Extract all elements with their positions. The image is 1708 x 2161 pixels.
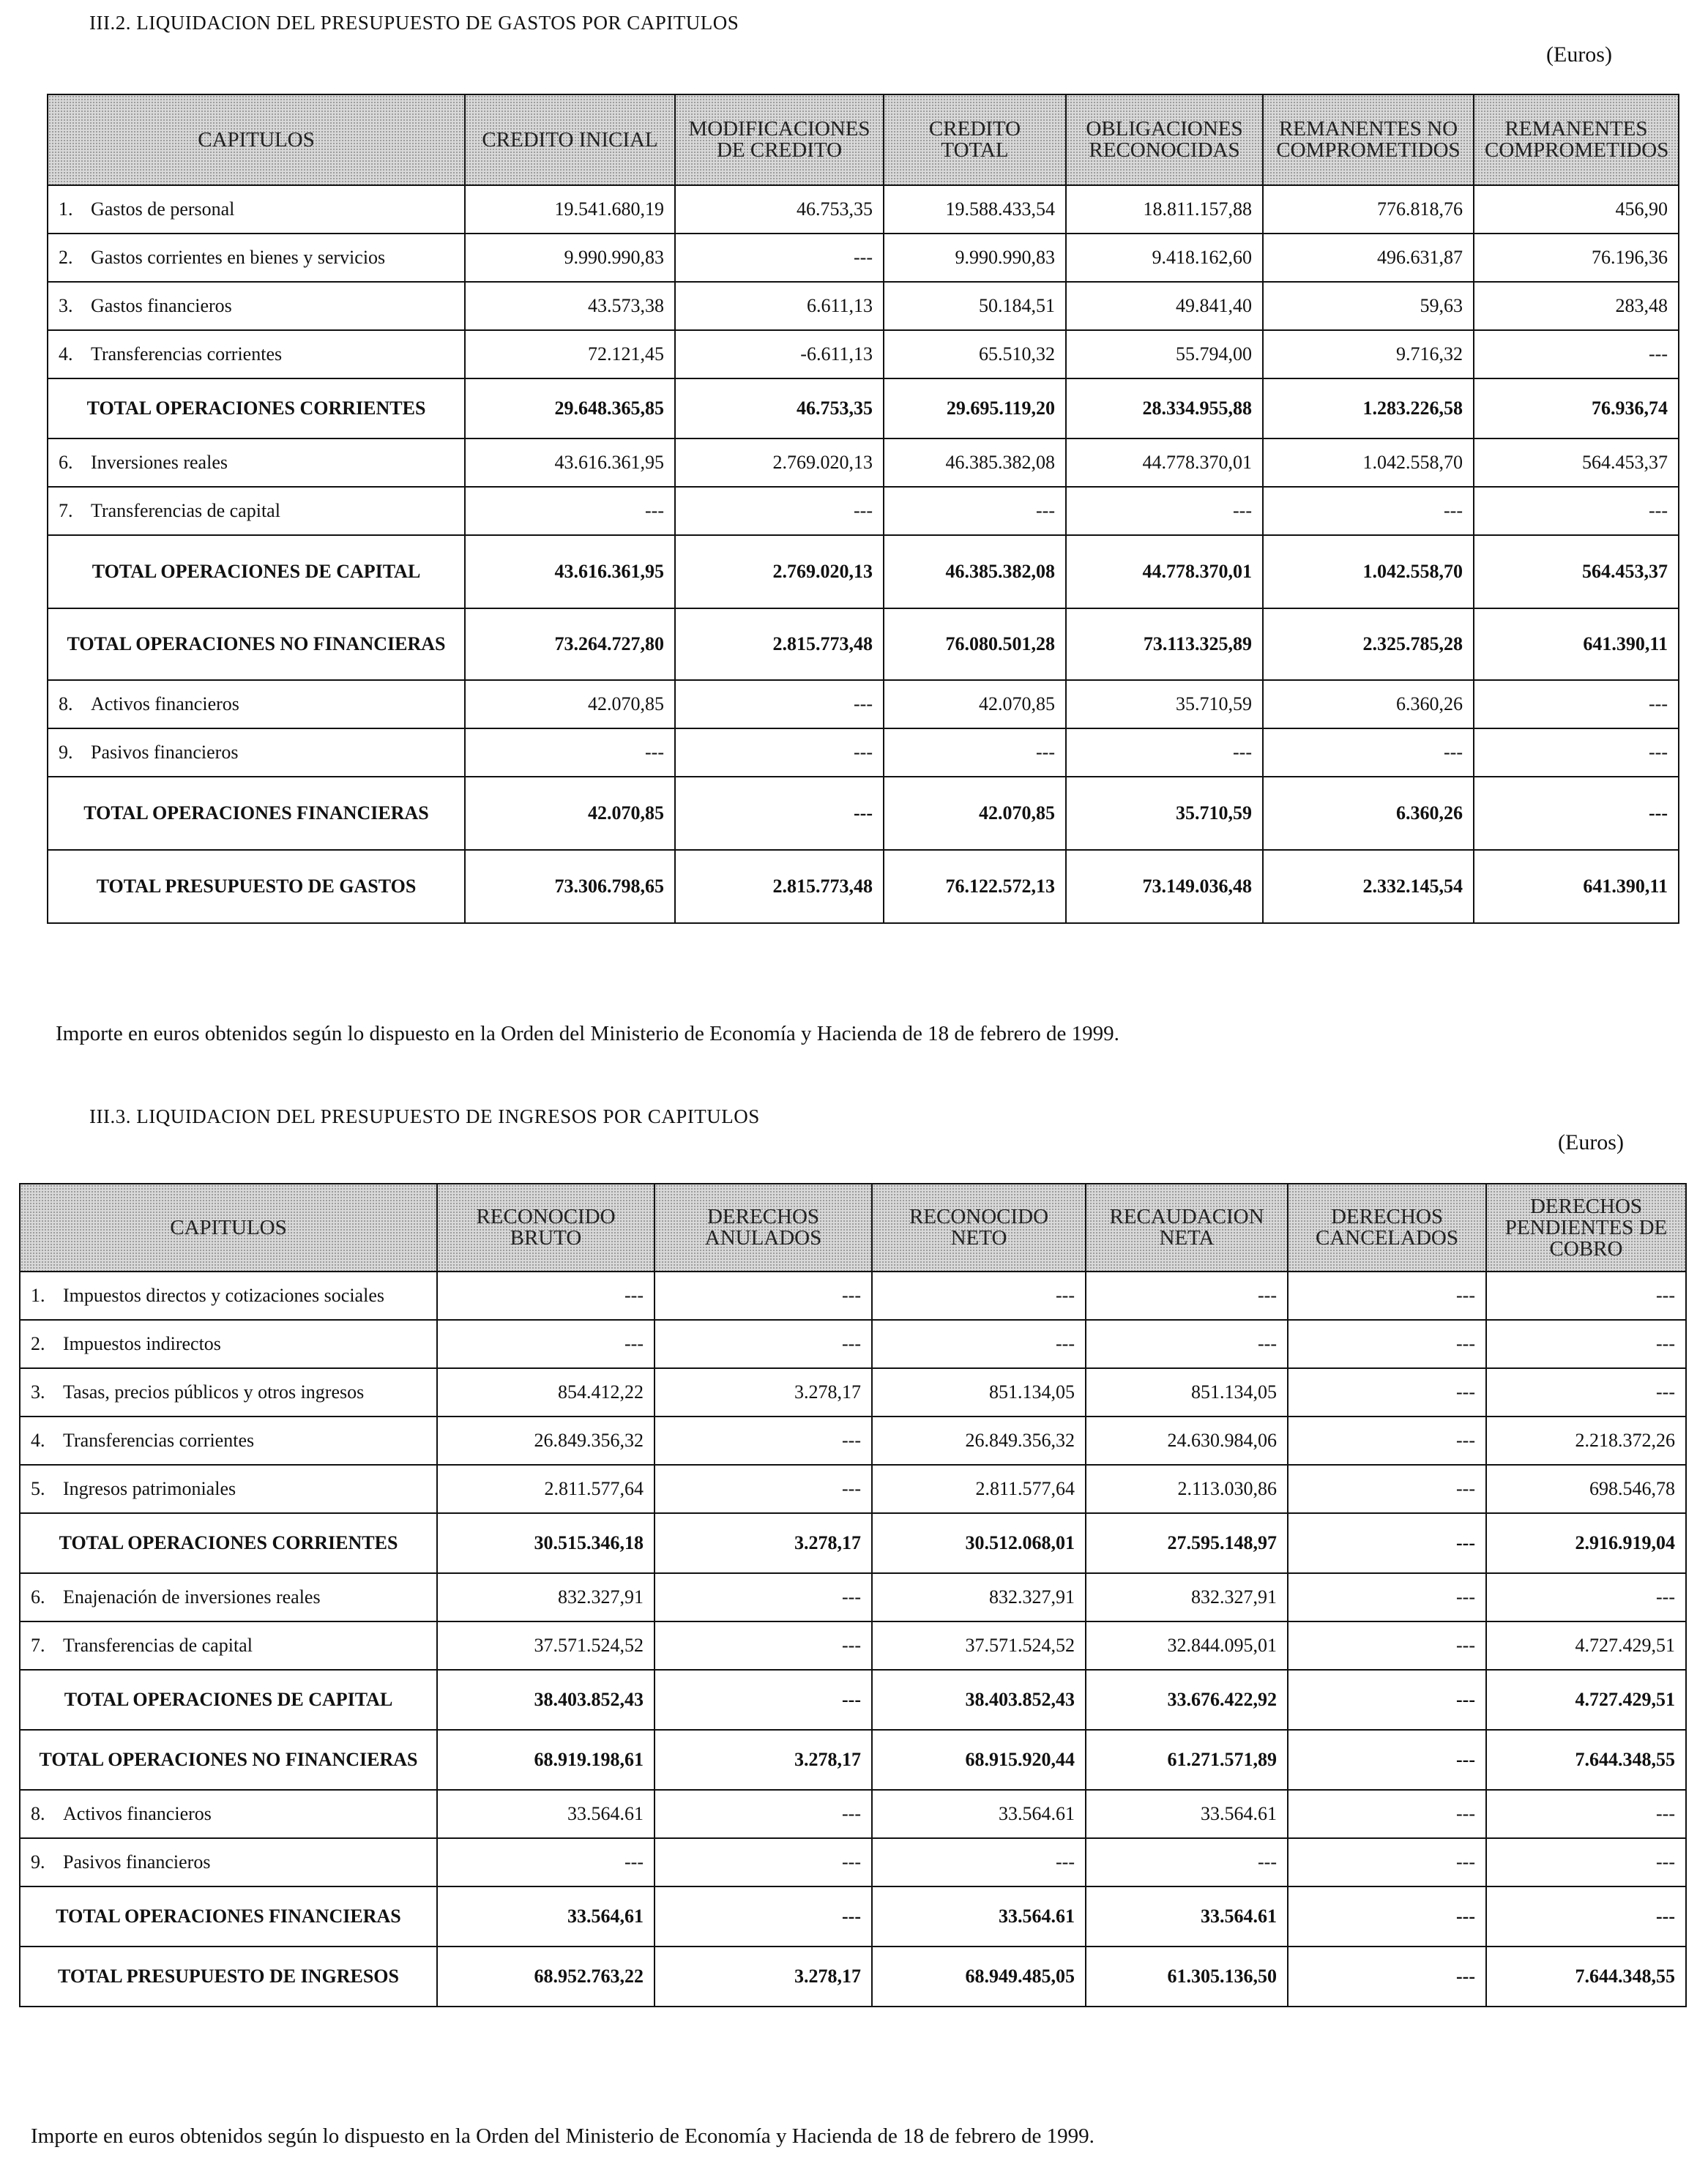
cell-value: 68.919.198,61 [437, 1730, 655, 1790]
cell-value: 59,63 [1263, 282, 1474, 330]
cell-value: 42.070,85 [884, 680, 1066, 728]
cell-value: 564.453,37 [1474, 535, 1679, 608]
total-row [20, 1947, 1686, 2007]
cell-value: --- [1474, 680, 1679, 728]
cell-value: 61.305.136,50 [1086, 1947, 1288, 2007]
row-label [20, 1670, 437, 1730]
cell-value: --- [872, 1320, 1086, 1368]
col-header-derechos-cancelados: DERECHOS CANCELADOS [1288, 1184, 1486, 1272]
ingresos-unit: (Euros) [1558, 1130, 1624, 1154]
row-label [20, 1790, 437, 1838]
cell-value: 68.952.763,22 [437, 1947, 655, 2007]
cell-value: 46.753,35 [675, 185, 884, 234]
cell-value: 832.327,91 [872, 1573, 1086, 1621]
table-row [48, 234, 1679, 282]
cell-value: --- [655, 1417, 872, 1465]
cell-value: 456,90 [1474, 185, 1679, 234]
col-header-modificaciones: MODIFICACIONES DE CREDITO [675, 94, 884, 185]
cell-value: 42.070,85 [884, 777, 1066, 850]
row-label-text: Impuestos directos y cotizaciones sociales [63, 1285, 384, 1306]
cell-value: --- [1486, 1320, 1686, 1368]
table-row [48, 330, 1679, 378]
row-label [48, 330, 465, 378]
cell-value: 2.811.577,64 [872, 1465, 1086, 1513]
cell-value: --- [1486, 1368, 1686, 1417]
row-label-text: Tasas, precios públicos y otros ingresos [63, 1381, 365, 1403]
row-label [20, 1730, 437, 1790]
cell-value: --- [675, 487, 884, 535]
cell-value: 33.564.61 [872, 1790, 1086, 1838]
cell-value: 26.849.356,32 [872, 1417, 1086, 1465]
col-header-recaudacion-neta: RECAUDACION NETA [1086, 1184, 1288, 1272]
cell-value: 3.278,17 [655, 1513, 872, 1573]
cell-value: 9.990.990,83 [465, 234, 675, 282]
cell-value: 49.841,40 [1066, 282, 1263, 330]
cell-value: 6.360,26 [1263, 680, 1474, 728]
cell-value: --- [872, 1838, 1086, 1886]
cell-value: --- [655, 1838, 872, 1886]
row-index: 8. [31, 1803, 45, 1824]
row-index: 9. [59, 742, 73, 763]
row-label-text: Pasivos financieros [91, 742, 239, 763]
row-label [48, 282, 465, 330]
cell-value: 2.916.919,04 [1486, 1513, 1686, 1573]
cell-value: 3.278,17 [655, 1947, 872, 2007]
cell-value: 564.453,37 [1474, 438, 1679, 487]
cell-value: --- [437, 1272, 655, 1320]
cell-value: --- [1486, 1272, 1686, 1320]
cell-value: 4.727.429,51 [1486, 1621, 1686, 1670]
col-header-remanentes-comprometidos: REMANENTES COMPROMETIDOS [1474, 94, 1679, 185]
table-row [48, 728, 1679, 777]
cell-value: 72.121,45 [465, 330, 675, 378]
cell-value: 851.134,05 [872, 1368, 1086, 1417]
table-row [20, 1573, 1686, 1621]
cell-value: 33.564,61 [437, 1886, 655, 1947]
cell-value: 76.196,36 [1474, 234, 1679, 282]
cell-value: --- [1288, 1670, 1486, 1730]
cell-value: --- [884, 728, 1066, 777]
row-index: 4. [59, 343, 73, 365]
cell-value: 2.815.773,48 [675, 608, 884, 680]
table-row [20, 1320, 1686, 1368]
cell-value: --- [1288, 1320, 1486, 1368]
cell-value: 55.794,00 [1066, 330, 1263, 378]
total-row [20, 1513, 1686, 1573]
cell-value: 832.327,91 [1086, 1573, 1288, 1621]
table-row [48, 185, 1679, 234]
cell-value: 29.648.365,85 [465, 378, 675, 438]
row-label-text: TOTAL OPERACIONES NO FINANCIERAS [39, 1749, 418, 1770]
cell-value: --- [1288, 1730, 1486, 1790]
cell-value: 19.588.433,54 [884, 185, 1066, 234]
row-index: 5. [31, 1478, 45, 1499]
cell-value: 9.716,32 [1263, 330, 1474, 378]
cell-value: 7.644.348,55 [1486, 1730, 1686, 1790]
row-label-text: TOTAL OPERACIONES NO FINANCIERAS [67, 633, 446, 654]
cell-value: 4.727.429,51 [1486, 1670, 1686, 1730]
row-label [20, 1947, 437, 2007]
col-header-capitulos: CAPITULOS [48, 94, 465, 185]
cell-value: 27.595.148,97 [1086, 1513, 1288, 1573]
ingresos-note: Importe en euros obtenidos según lo dispuesto en la Orden del Ministerio de Economía y Hacienda de 18 de febrero de 1999. [31, 2124, 1094, 2148]
cell-value: 76.936,74 [1474, 378, 1679, 438]
cell-value: --- [655, 1790, 872, 1838]
cell-value: 496.631,87 [1263, 234, 1474, 282]
row-label [20, 1272, 437, 1320]
cell-value: 61.271.571,89 [1086, 1730, 1288, 1790]
row-label-text: Enajenación de inversiones reales [63, 1586, 321, 1608]
cell-value: 35.710,59 [1066, 777, 1263, 850]
row-label [48, 777, 465, 850]
cell-value: 76.080.501,28 [884, 608, 1066, 680]
cell-value: 26.849.356,32 [437, 1417, 655, 1465]
row-index: 9. [31, 1851, 45, 1873]
cell-value: 44.778.370,01 [1066, 438, 1263, 487]
cell-value: 2.769.020,13 [675, 535, 884, 608]
row-label [48, 608, 465, 680]
cell-value: 2.113.030,86 [1086, 1465, 1288, 1513]
cell-value: 9.990.990,83 [884, 234, 1066, 282]
cell-value: --- [1288, 1272, 1486, 1320]
col-header-credito-inicial: CREDITO INICIAL [465, 94, 675, 185]
cell-value: 18.811.157,88 [1066, 185, 1263, 234]
row-label [20, 1417, 437, 1465]
row-label [20, 1368, 437, 1417]
cell-value: 37.571.524,52 [437, 1621, 655, 1670]
row-label-text: Gastos corrientes en bienes y servicios [91, 247, 386, 268]
table-row [48, 680, 1679, 728]
cell-value: 1.042.558,70 [1263, 438, 1474, 487]
cell-value: --- [1288, 1417, 1486, 1465]
row-index: 2. [31, 1333, 45, 1354]
cell-value: 3.278,17 [655, 1368, 872, 1417]
cell-value: --- [1486, 1790, 1686, 1838]
cell-value: 641.390,11 [1474, 850, 1679, 923]
cell-value: 44.778.370,01 [1066, 535, 1263, 608]
cell-value: 28.334.955,88 [1066, 378, 1263, 438]
cell-value: --- [1288, 1465, 1486, 1513]
cell-value: 33.564.61 [437, 1790, 655, 1838]
gastos-note: Importe en euros obtenidos según lo dispuesto en la Orden del Ministerio de Economía y Hacienda de 18 de febrero de 1999. [56, 1022, 1119, 1045]
cell-value: --- [655, 1272, 872, 1320]
total-row [20, 1730, 1686, 1790]
cell-value: 3.278,17 [655, 1730, 872, 1790]
cell-value: 283,48 [1474, 282, 1679, 330]
cell-value: --- [675, 234, 884, 282]
cell-value: 29.695.119,20 [884, 378, 1066, 438]
cell-value: --- [675, 728, 884, 777]
cell-value: --- [872, 1272, 1086, 1320]
cell-value: --- [1288, 1790, 1486, 1838]
cell-value: -6.611,13 [675, 330, 884, 378]
cell-value: --- [1474, 777, 1679, 850]
cell-value: 9.418.162,60 [1066, 234, 1263, 282]
cell-value: 19.541.680,19 [465, 185, 675, 234]
cell-value: 42.070,85 [465, 680, 675, 728]
cell-value: --- [1486, 1886, 1686, 1947]
row-label-text: TOTAL OPERACIONES DE CAPITAL [64, 1689, 393, 1710]
cell-value: --- [1066, 728, 1263, 777]
row-label [48, 680, 465, 728]
cell-value: 38.403.852,43 [872, 1670, 1086, 1730]
row-label-text: Transferencias de capital [63, 1635, 253, 1656]
col-header-derechos-pendientes: DERECHOS PENDIENTES DE COBRO [1486, 1184, 1686, 1272]
col-header-reconocido-bruto: RECONOCIDO BRUTO [437, 1184, 655, 1272]
cell-value: --- [1474, 487, 1679, 535]
cell-value: --- [655, 1320, 872, 1368]
cell-value: 33.564.61 [872, 1886, 1086, 1947]
table-row [20, 1272, 1686, 1320]
cell-value: 46.385.382,08 [884, 438, 1066, 487]
col-header-capitulos: CAPITULOS [20, 1184, 437, 1272]
row-label-text: Activos financieros [63, 1803, 212, 1824]
cell-value: 832.327,91 [437, 1573, 655, 1621]
cell-value: --- [655, 1465, 872, 1513]
row-label [20, 1320, 437, 1368]
cell-value: --- [1288, 1513, 1486, 1573]
cell-value: 2.325.785,28 [1263, 608, 1474, 680]
row-index: 4. [31, 1430, 45, 1451]
cell-value: 46.385.382,08 [884, 535, 1066, 608]
table-row [48, 282, 1679, 330]
row-index: 7. [31, 1635, 45, 1656]
table-row [20, 1621, 1686, 1670]
cell-value: 35.710,59 [1066, 680, 1263, 728]
cell-value: 38.403.852,43 [437, 1670, 655, 1730]
gastos-table [47, 94, 1679, 924]
ingresos-header-row [20, 1184, 1686, 1272]
col-header-remanentes-no-comprometidos: REMANENTES NO COMPROMETIDOS [1263, 94, 1474, 185]
cell-value: --- [1288, 1573, 1486, 1621]
cell-value: --- [437, 1838, 655, 1886]
table-row [48, 438, 1679, 487]
row-label [48, 234, 465, 282]
row-label [20, 1621, 437, 1670]
total-row [48, 608, 1679, 680]
ingresos-title: III.3. LIQUIDACION DEL PRESUPUESTO DE INGRESOS POR CAPITULOS [89, 1105, 760, 1127]
row-index: 1. [31, 1285, 45, 1306]
cell-value: 46.753,35 [675, 378, 884, 438]
cell-value: 30.512.068,01 [872, 1513, 1086, 1573]
cell-value: 24.630.984,06 [1086, 1417, 1288, 1465]
total-row [20, 1886, 1686, 1947]
cell-value: --- [1474, 728, 1679, 777]
total-row [48, 535, 1679, 608]
cell-value: --- [1486, 1838, 1686, 1886]
cell-value: --- [1474, 330, 1679, 378]
table-row [20, 1465, 1686, 1513]
total-row [20, 1670, 1686, 1730]
cell-value: --- [1288, 1886, 1486, 1947]
ingresos-body [20, 1272, 1686, 2007]
row-label-text: TOTAL OPERACIONES CORRIENTES [59, 1532, 398, 1553]
cell-value: --- [1066, 487, 1263, 535]
cell-value: 37.571.524,52 [872, 1621, 1086, 1670]
cell-value: --- [1086, 1838, 1288, 1886]
row-label [48, 185, 465, 234]
cell-value: 6.360,26 [1263, 777, 1474, 850]
cell-value: --- [1288, 1947, 1486, 2007]
gastos-header-row [48, 94, 1679, 185]
row-index: 7. [59, 500, 73, 521]
table-row [20, 1368, 1686, 1417]
row-label-text: Transferencias corrientes [63, 1430, 255, 1451]
cell-value: --- [675, 680, 884, 728]
row-label-text: TOTAL OPERACIONES FINANCIERAS [56, 1906, 401, 1927]
gastos-body [48, 185, 1679, 923]
row-label-text: Activos financieros [91, 693, 239, 714]
row-label [48, 728, 465, 777]
row-label-text: Impuestos indirectos [63, 1333, 221, 1354]
total-row [48, 850, 1679, 923]
cell-value: 65.510,32 [884, 330, 1066, 378]
cell-value: --- [1086, 1272, 1288, 1320]
cell-value: --- [437, 1320, 655, 1368]
cell-value: 7.644.348,55 [1486, 1947, 1686, 2007]
row-label-text: TOTAL PRESUPUESTO DE INGRESOS [58, 1966, 399, 1987]
cell-value: --- [1288, 1368, 1486, 1417]
cell-value: --- [655, 1573, 872, 1621]
cell-value: --- [1486, 1573, 1686, 1621]
cell-value: --- [884, 487, 1066, 535]
row-index: 1. [59, 198, 73, 220]
cell-value: --- [1263, 487, 1474, 535]
row-index: 8. [59, 693, 73, 714]
gastos-unit: (Euros) [1546, 42, 1612, 67]
cell-value: 1.283.226,58 [1263, 378, 1474, 438]
cell-value: 33.676.422,92 [1086, 1670, 1288, 1730]
cell-value: 73.149.036,48 [1066, 850, 1263, 923]
row-label [48, 378, 465, 438]
row-label-text: Transferencias corrientes [91, 343, 283, 365]
row-index: 2. [59, 247, 73, 268]
col-header-obligaciones: OBLIGACIONES RECONOCIDAS [1066, 94, 1263, 185]
cell-value: --- [655, 1886, 872, 1947]
cell-value: 42.070,85 [465, 777, 675, 850]
row-label [48, 535, 465, 608]
cell-value: 6.611,13 [675, 282, 884, 330]
cell-value: --- [655, 1670, 872, 1730]
table-row [20, 1838, 1686, 1886]
cell-value: 2.769.020,13 [675, 438, 884, 487]
ingresos-table [19, 1183, 1687, 2007]
row-label [20, 1465, 437, 1513]
cell-value: 851.134,05 [1086, 1368, 1288, 1417]
cell-value: 641.390,11 [1474, 608, 1679, 680]
row-index: 6. [31, 1586, 45, 1608]
row-label-text: Pasivos financieros [63, 1851, 211, 1873]
cell-value: 50.184,51 [884, 282, 1066, 330]
cell-value: --- [675, 777, 884, 850]
cell-value: 33.564.61 [1086, 1790, 1288, 1838]
row-label [20, 1886, 437, 1947]
row-label-text: TOTAL OPERACIONES DE CAPITAL [92, 561, 421, 582]
cell-value: 68.949.485,05 [872, 1947, 1086, 2007]
table-row [20, 1417, 1686, 1465]
cell-value: 43.616.361,95 [465, 438, 675, 487]
row-label-text: Gastos de personal [91, 198, 235, 220]
cell-value: 73.306.798,65 [465, 850, 675, 923]
row-label [48, 487, 465, 535]
cell-value: 30.515.346,18 [437, 1513, 655, 1573]
row-label-text: Inversiones reales [91, 452, 228, 473]
col-header-reconocido-neto: RECONOCIDO NETO [872, 1184, 1086, 1272]
cell-value: 73.264.727,80 [465, 608, 675, 680]
col-header-derechos-anulados: DERECHOS ANULADOS [655, 1184, 872, 1272]
cell-value: 43.616.361,95 [465, 535, 675, 608]
row-label-text: Gastos financieros [91, 295, 232, 316]
cell-value: --- [1086, 1320, 1288, 1368]
table-row [48, 487, 1679, 535]
cell-value: --- [465, 728, 675, 777]
total-row [48, 777, 1679, 850]
row-index: 3. [31, 1381, 45, 1403]
cell-value: --- [465, 487, 675, 535]
total-row [48, 378, 1679, 438]
cell-value: --- [1288, 1621, 1486, 1670]
row-label-text: TOTAL OPERACIONES CORRIENTES [86, 398, 426, 419]
cell-value: 33.564.61 [1086, 1886, 1288, 1947]
row-label-text: TOTAL OPERACIONES FINANCIERAS [83, 802, 429, 824]
row-label [20, 1513, 437, 1573]
cell-value: 2.218.372,26 [1486, 1417, 1686, 1465]
cell-value: 2.332.145,54 [1263, 850, 1474, 923]
cell-value: 43.573,38 [465, 282, 675, 330]
cell-value: 32.844.095,01 [1086, 1621, 1288, 1670]
row-label [20, 1573, 437, 1621]
row-label [48, 438, 465, 487]
cell-value: 1.042.558,70 [1263, 535, 1474, 608]
table-row [20, 1790, 1686, 1838]
col-header-credito-total: CREDITO TOTAL [884, 94, 1066, 185]
cell-value: 2.815.773,48 [675, 850, 884, 923]
cell-value: --- [1263, 728, 1474, 777]
row-label-text: Transferencias de capital [91, 500, 280, 521]
row-label [20, 1838, 437, 1886]
cell-value: 776.818,76 [1263, 185, 1474, 234]
cell-value: --- [655, 1621, 872, 1670]
cell-value: 698.546,78 [1486, 1465, 1686, 1513]
cell-value: 73.113.325,89 [1066, 608, 1263, 680]
cell-value: 68.915.920,44 [872, 1730, 1086, 1790]
cell-value: --- [1288, 1838, 1486, 1886]
row-index: 6. [59, 452, 73, 473]
cell-value: 76.122.572,13 [884, 850, 1066, 923]
row-label-text: TOTAL PRESUPUESTO DE GASTOS [96, 876, 417, 897]
cell-value: 854.412,22 [437, 1368, 655, 1417]
row-index: 3. [59, 295, 73, 316]
gastos-title: III.2. LIQUIDACION DEL PRESUPUESTO DE GASTOS POR CAPITULOS [89, 12, 739, 34]
cell-value: 2.811.577,64 [437, 1465, 655, 1513]
row-label-text: Ingresos patrimoniales [63, 1478, 236, 1499]
row-label [48, 850, 465, 923]
